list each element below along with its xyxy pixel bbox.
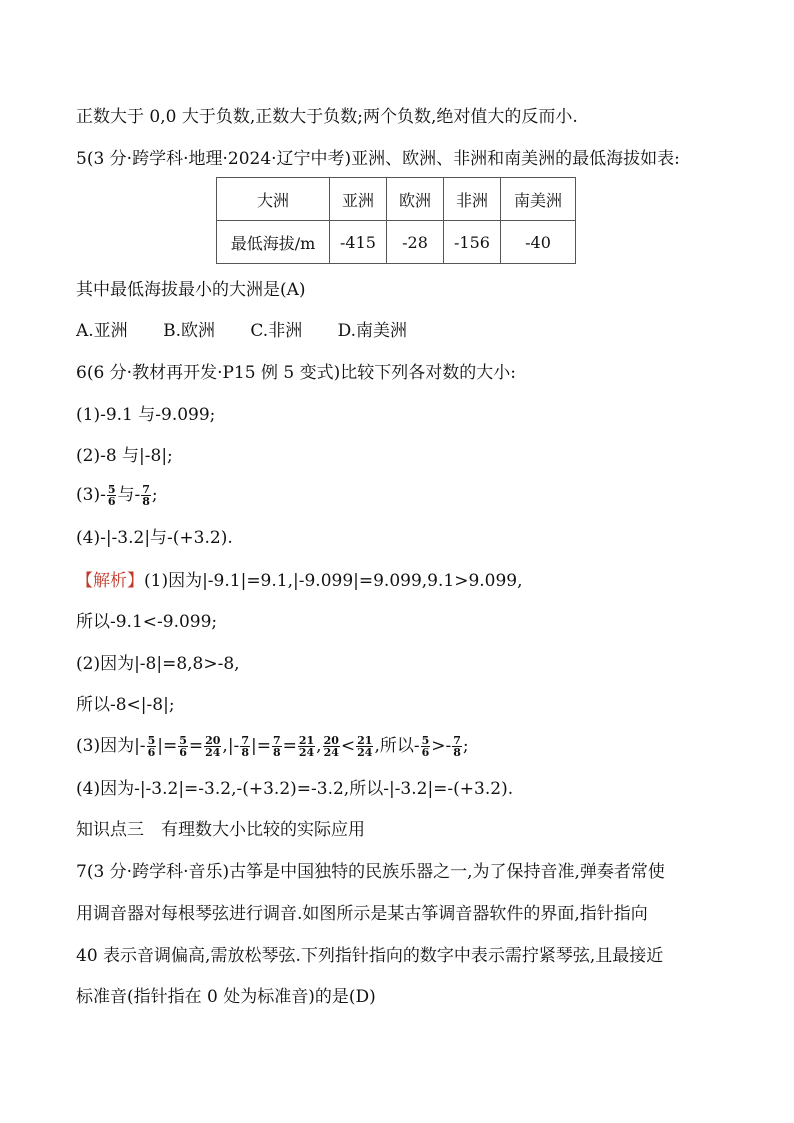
fraction-numerator: 21	[357, 734, 373, 747]
text-segment: (3)-	[76, 485, 106, 505]
q6-stem: 6(6 分·教材再开发·P15 例 5 变式)比较下列各对数的大小:	[76, 363, 516, 383]
fraction-denominator: 8	[241, 746, 249, 759]
q6-part2: (2)-8 与|-8|;	[76, 446, 173, 466]
fraction-denominator: 24	[323, 746, 339, 759]
fraction-denominator: 8	[453, 746, 461, 759]
fraction	[147, 735, 157, 758]
fraction-numerator: 21	[298, 734, 315, 747]
table-cell: -156	[444, 221, 501, 264]
analysis-line4: 所以-8<|-8|;	[76, 695, 175, 715]
q7-line1: 7(3 分·跨学科·音乐)古筝是中国独特的民族乐器之一,为了保持音准,弹奏者常使	[76, 862, 665, 882]
fraction-denominator: 24	[357, 746, 373, 759]
option-a: A.亚洲	[76, 321, 128, 341]
fraction	[356, 735, 373, 758]
q7-line3: 40 表示音调偏高,需放松琴弦.下列指针指向的数字中表示需拧紧琴弦,且最接近	[76, 946, 664, 966]
fraction-numerator: 7	[453, 734, 461, 747]
fraction	[421, 735, 431, 758]
analysis-line3: (2)因为|-8|=8,8>-8,	[76, 654, 240, 674]
fraction-numerator: 20	[205, 734, 221, 747]
fraction-numerator: 7	[241, 734, 249, 747]
text-segment: =	[188, 736, 204, 756]
fraction	[204, 735, 221, 758]
fraction	[107, 484, 117, 507]
fraction-numerator: 5	[147, 734, 156, 747]
table-header-cell: 大洲	[217, 178, 330, 221]
fraction-denominator: 6	[179, 746, 187, 759]
analysis-tag: 【解析】	[76, 571, 144, 591]
text-segment: ,|-	[222, 736, 240, 756]
fraction-denominator: 6	[107, 495, 116, 508]
text-segment: =	[282, 736, 297, 756]
table-cell: -28	[387, 221, 444, 264]
q7-line2: 用调音器对每根琴弦进行调音.如图所示是某古筝调音器软件的界面,指针指向	[76, 904, 648, 924]
table-header-cell: 非洲	[444, 178, 501, 221]
table-header-cell: 南美洲	[501, 178, 576, 221]
table-header-cell: 欧洲	[387, 178, 444, 221]
intro-line: 正数大于 0,0 大于负数,正数大于负数;两个负数,绝对值大的反而小.	[76, 107, 578, 127]
fraction	[452, 735, 462, 758]
text-segment: (3)因为|-	[76, 736, 146, 756]
section-title: 知识点三 有理数大小比较的实际应用	[76, 820, 365, 840]
text-segment: |=	[250, 736, 271, 756]
q6-part1: (1)-9.1 与-9.099;	[76, 405, 216, 425]
fraction-denominator: 24	[298, 746, 315, 759]
table-cell: -40	[501, 221, 576, 264]
fraction	[272, 735, 282, 758]
fraction-numerator: 20	[323, 734, 339, 747]
table-header-cell: 亚洲	[330, 178, 387, 221]
text-segment: |=	[157, 736, 178, 756]
fraction	[240, 735, 250, 758]
fraction	[141, 484, 151, 507]
fraction-numerator: 7	[142, 483, 150, 496]
table-row	[217, 178, 576, 221]
fraction	[178, 735, 188, 758]
fraction-numerator: 7	[272, 734, 281, 747]
fraction-denominator: 8	[272, 746, 281, 759]
table-cell: -415	[330, 221, 387, 264]
analysis-line2: 所以-9.1<-9.099;	[76, 612, 218, 632]
q7-line4: 标准音(指针指在 0 处为标准音)的是(D)	[76, 987, 376, 1007]
fraction-numerator: 5	[179, 734, 187, 747]
q5-question: 其中最低海拔最小的大洲是(A)	[76, 280, 306, 300]
analysis-line5: (3)因为|- $\frac{5}{6}$ |= $\frac{5}{6}$ = $\frac{20}{24}$ ,|- $\frac{7}{8}$ |= $\frac{7}{8}$ = $\frac{21}{24}$ , $\frac{20}{24}$ < $\frac{21}{24}$ ,所以- $\frac{5}{6}$ >- $\frac{7}{8}$ ;	[76, 734, 469, 759]
fraction	[323, 735, 340, 758]
q6-part4: (4)-|-3.2|与-(+3.2).	[76, 528, 233, 548]
fraction-numerator: 5	[107, 483, 116, 496]
table-row	[217, 221, 576, 264]
option-b: B.欧洲	[163, 321, 215, 341]
analysis-text: (1)因为|-9.1|=9.1,|-9.099|=9.099,9.1>9.099,	[144, 571, 523, 591]
option-d: D.南美洲	[337, 321, 408, 341]
text-segment: ,所以-	[374, 736, 420, 756]
text-segment: ;	[462, 736, 469, 756]
q5-stem: 5(3 分·跨学科·地理·2024·辽宁中考)亚洲、欧洲、非洲和南美洲的最低海拔如表:	[76, 149, 680, 169]
fraction-denominator: 24	[205, 746, 221, 759]
text-segment: <	[340, 736, 356, 756]
table-cell: 最低海拔/m	[217, 221, 330, 264]
text-segment: ;	[151, 485, 158, 505]
text-segment: >-	[431, 736, 452, 756]
fraction-denominator: 6	[147, 746, 156, 759]
fraction-denominator: 6	[421, 746, 430, 759]
fraction	[298, 735, 315, 758]
altitude-table	[216, 177, 576, 264]
option-c: C.非洲	[250, 321, 303, 341]
fraction-numerator: 5	[421, 734, 430, 747]
fraction-denominator: 8	[142, 495, 150, 508]
q6-part3	[76, 484, 158, 507]
analysis-line1	[76, 570, 523, 592]
text-segment: 与-	[117, 485, 141, 505]
q5-options	[76, 320, 437, 342]
analysis-line6: (4)因为-|-3.2|=-3.2,-(+3.2)=-3.2,所以-|-3.2|=-(+3.2).	[76, 779, 514, 799]
